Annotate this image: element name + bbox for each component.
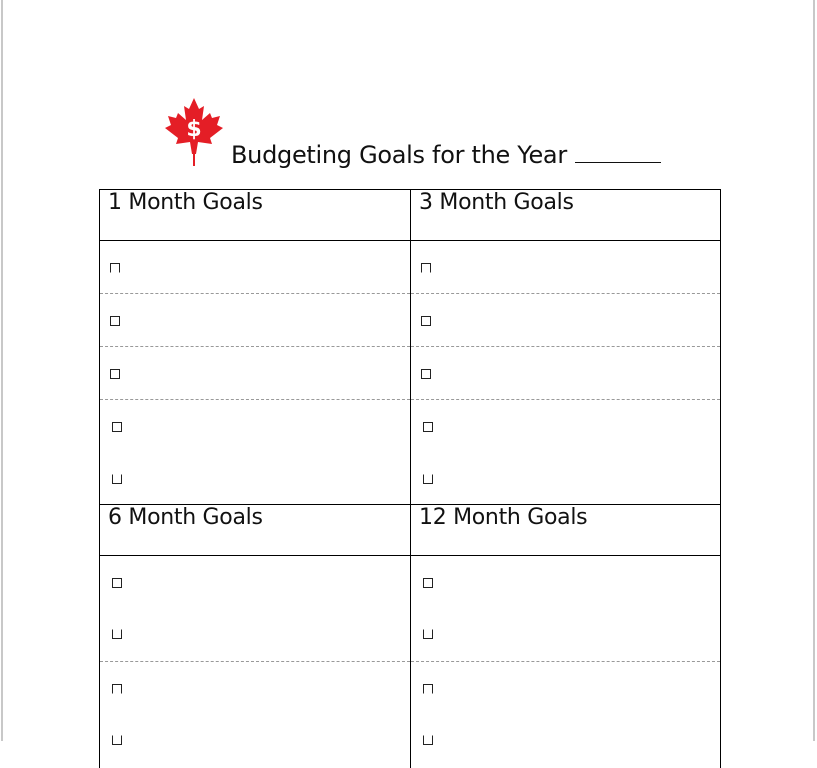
goal-cell[interactable] bbox=[411, 556, 721, 662]
checkbox-icon[interactable] bbox=[110, 369, 120, 379]
goal-cell[interactable] bbox=[100, 556, 411, 662]
year-blank-line[interactable] bbox=[575, 140, 661, 163]
table-row bbox=[100, 662, 721, 768]
maple-leaf-dollar-icon bbox=[163, 96, 225, 166]
checkbox-icon[interactable] bbox=[423, 684, 433, 694]
goal-cell[interactable] bbox=[100, 400, 411, 505]
checkbox-icon[interactable] bbox=[110, 263, 120, 273]
header-3-month-goals: 3 Month Goals bbox=[411, 190, 721, 241]
header-6-month-goals: 6 Month Goals bbox=[100, 505, 411, 556]
section-header-row bbox=[100, 505, 721, 556]
title-text: Budgeting Goals for the Year bbox=[231, 141, 567, 169]
checkbox-icon[interactable] bbox=[421, 263, 431, 273]
svg-text:$: $ bbox=[186, 117, 202, 142]
section-header-row bbox=[100, 190, 721, 241]
table-row bbox=[100, 294, 721, 347]
checkbox-icon[interactable] bbox=[112, 684, 122, 694]
goal-cell[interactable] bbox=[100, 662, 411, 768]
goals-table bbox=[99, 189, 721, 768]
goal-cell[interactable] bbox=[411, 400, 721, 505]
table-row bbox=[100, 241, 721, 294]
goal-cell[interactable] bbox=[411, 241, 721, 294]
document-page bbox=[1, 0, 815, 741]
checkbox-icon[interactable] bbox=[421, 316, 431, 326]
goal-cell[interactable] bbox=[100, 241, 411, 294]
checkbox-icon[interactable] bbox=[423, 735, 433, 745]
checkbox-icon[interactable] bbox=[112, 629, 122, 639]
checkbox-icon[interactable] bbox=[112, 578, 122, 588]
checkbox-icon[interactable] bbox=[421, 369, 431, 379]
checkbox-icon[interactable] bbox=[423, 422, 433, 432]
checkbox-icon[interactable] bbox=[112, 422, 122, 432]
page-title bbox=[231, 140, 661, 169]
header-1-month-goals: 1 Month Goals bbox=[100, 190, 411, 241]
table-row bbox=[100, 556, 721, 662]
goal-cell[interactable] bbox=[411, 294, 721, 347]
header-12-month-goals: 12 Month Goals bbox=[411, 505, 721, 556]
goal-cell[interactable] bbox=[100, 294, 411, 347]
checkbox-icon[interactable] bbox=[423, 578, 433, 588]
goal-cell[interactable] bbox=[100, 347, 411, 400]
table-row bbox=[100, 347, 721, 400]
table-row bbox=[100, 400, 721, 505]
goal-cell[interactable] bbox=[411, 662, 721, 768]
goal-cell[interactable] bbox=[411, 347, 721, 400]
checkbox-icon[interactable] bbox=[423, 474, 433, 484]
checkbox-icon[interactable] bbox=[423, 629, 433, 639]
checkbox-icon[interactable] bbox=[110, 316, 120, 326]
checkbox-icon[interactable] bbox=[112, 474, 122, 484]
checkbox-icon[interactable] bbox=[112, 735, 122, 745]
